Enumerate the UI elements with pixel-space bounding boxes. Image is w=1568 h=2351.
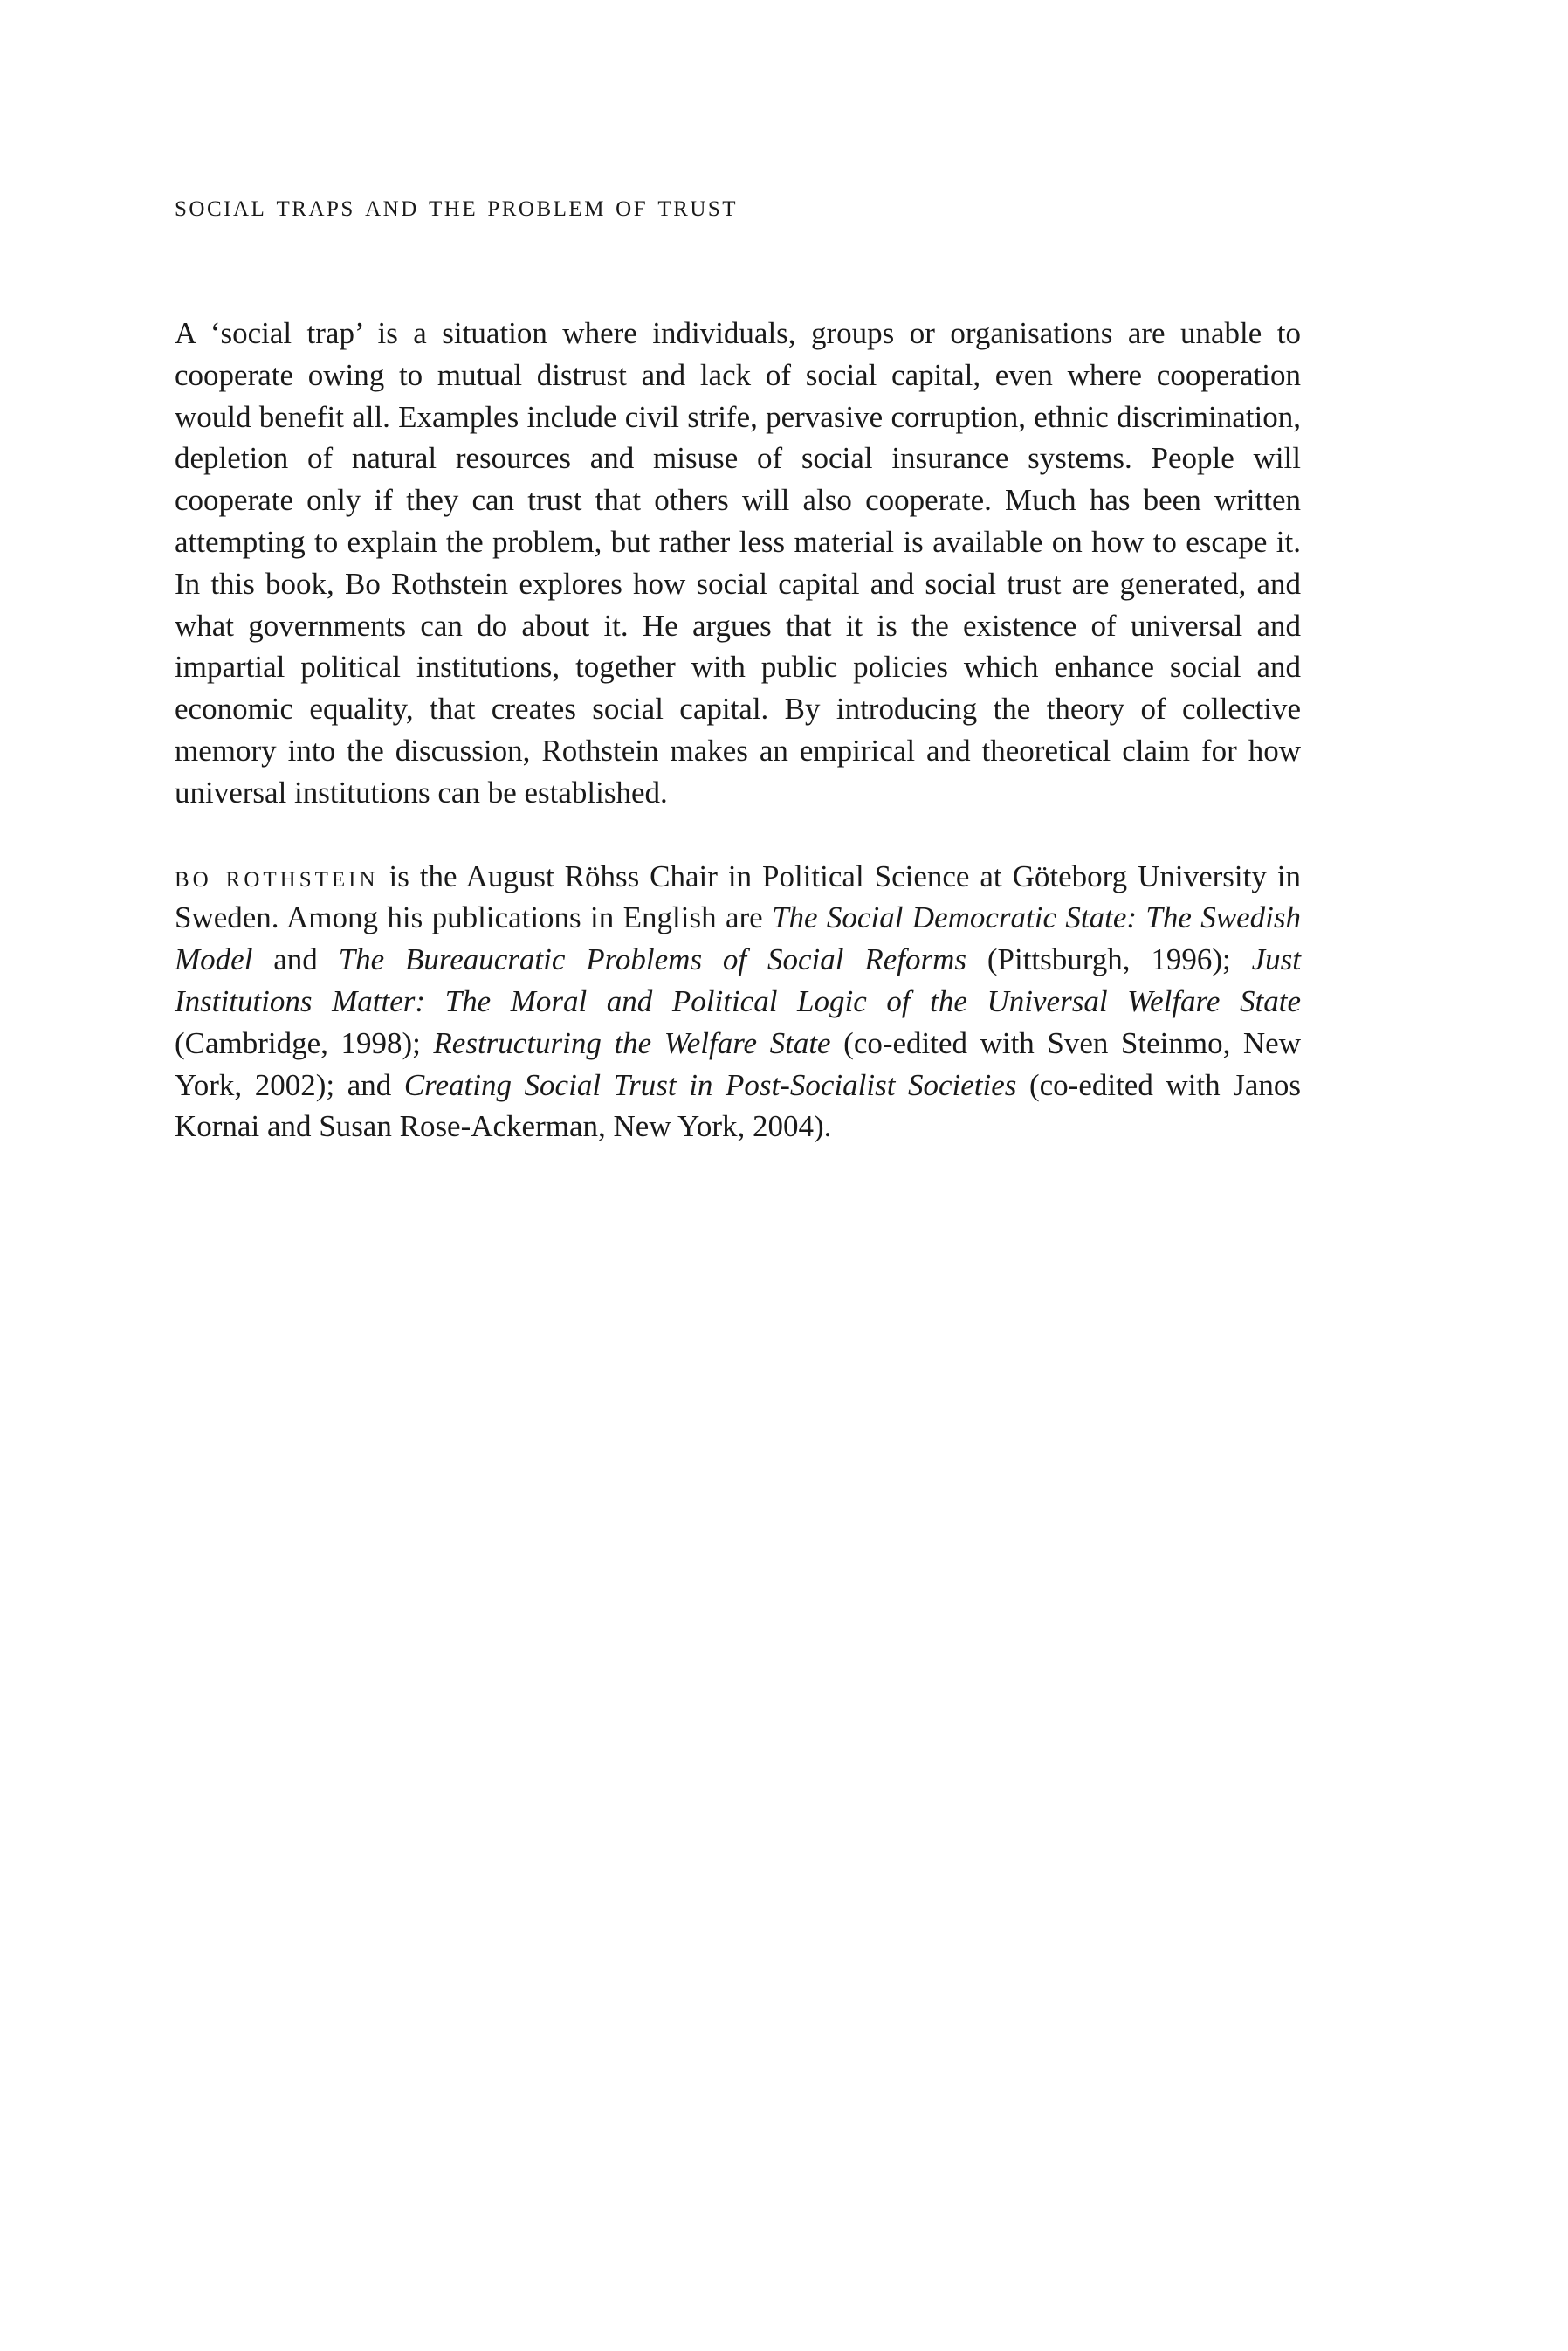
running-head: social traps and the problem of trust xyxy=(175,189,739,223)
book-title-4: Restructuring the Welfare State xyxy=(433,1025,831,1060)
author-name: bo rothstein xyxy=(175,858,379,893)
book-title-2: The Bureaucratic Problems of Social Reforms xyxy=(338,942,966,977)
book-description: A ‘social trap’ is a situation where individuals, groups or organisations are unable to cooperate owing to mutual distrust and lack of social capital, even where cooperation would benefit all. Examples include civil strife, pervasive corruption, ethnic discrimination, depletion of natural resources and misuse of social insurance systems. People will cooperate only if they can trust that others will also cooperate. Much has been written attempting to explain the problem, but rather less material is available on how to escape it. In this book, Bo Rothstein explores how social capital and social trust are generated, and what governments can do about it. He argues that it is the existence of universal and impartial political institutions, together with public policies which enhance social and economic equality, that creates social capital. By introducing the theory of collective memory into the discussion, Rothstein makes an empirical and theoretical claim for how universal institutions can be established. xyxy=(175,316,1301,810)
bio-text-6: (co-edited with Janos Kornai and Susan Rose-Ackerman, New York, 2004). xyxy=(175,1067,1301,1144)
text-block xyxy=(175,313,1301,1148)
bio-text-2: and xyxy=(252,942,339,977)
book-title-1: The Social Democratic State: The Swedish Model xyxy=(175,900,1301,977)
bio-text-4: (Cambridge, 1998); xyxy=(175,1025,434,1060)
bio-text-1: is the August Röhss Chair in Political Science at Göteborg University in Sweden. Among his publications in English are xyxy=(175,858,1302,935)
bio-text-5: (co-edited with Sven Steinmo, New York, 2002); and xyxy=(175,1025,1301,1102)
author-bio xyxy=(175,856,1301,1148)
book-title-3: Just Institutions Matter: The Moral and Political Logic of the Universal Welfare State xyxy=(175,942,1301,1018)
bio-text-3: (Pittsburgh, 1996); xyxy=(966,942,1252,977)
book-title-5: Creating Social Trust in Post-Socialist Societies xyxy=(403,1067,1017,1102)
